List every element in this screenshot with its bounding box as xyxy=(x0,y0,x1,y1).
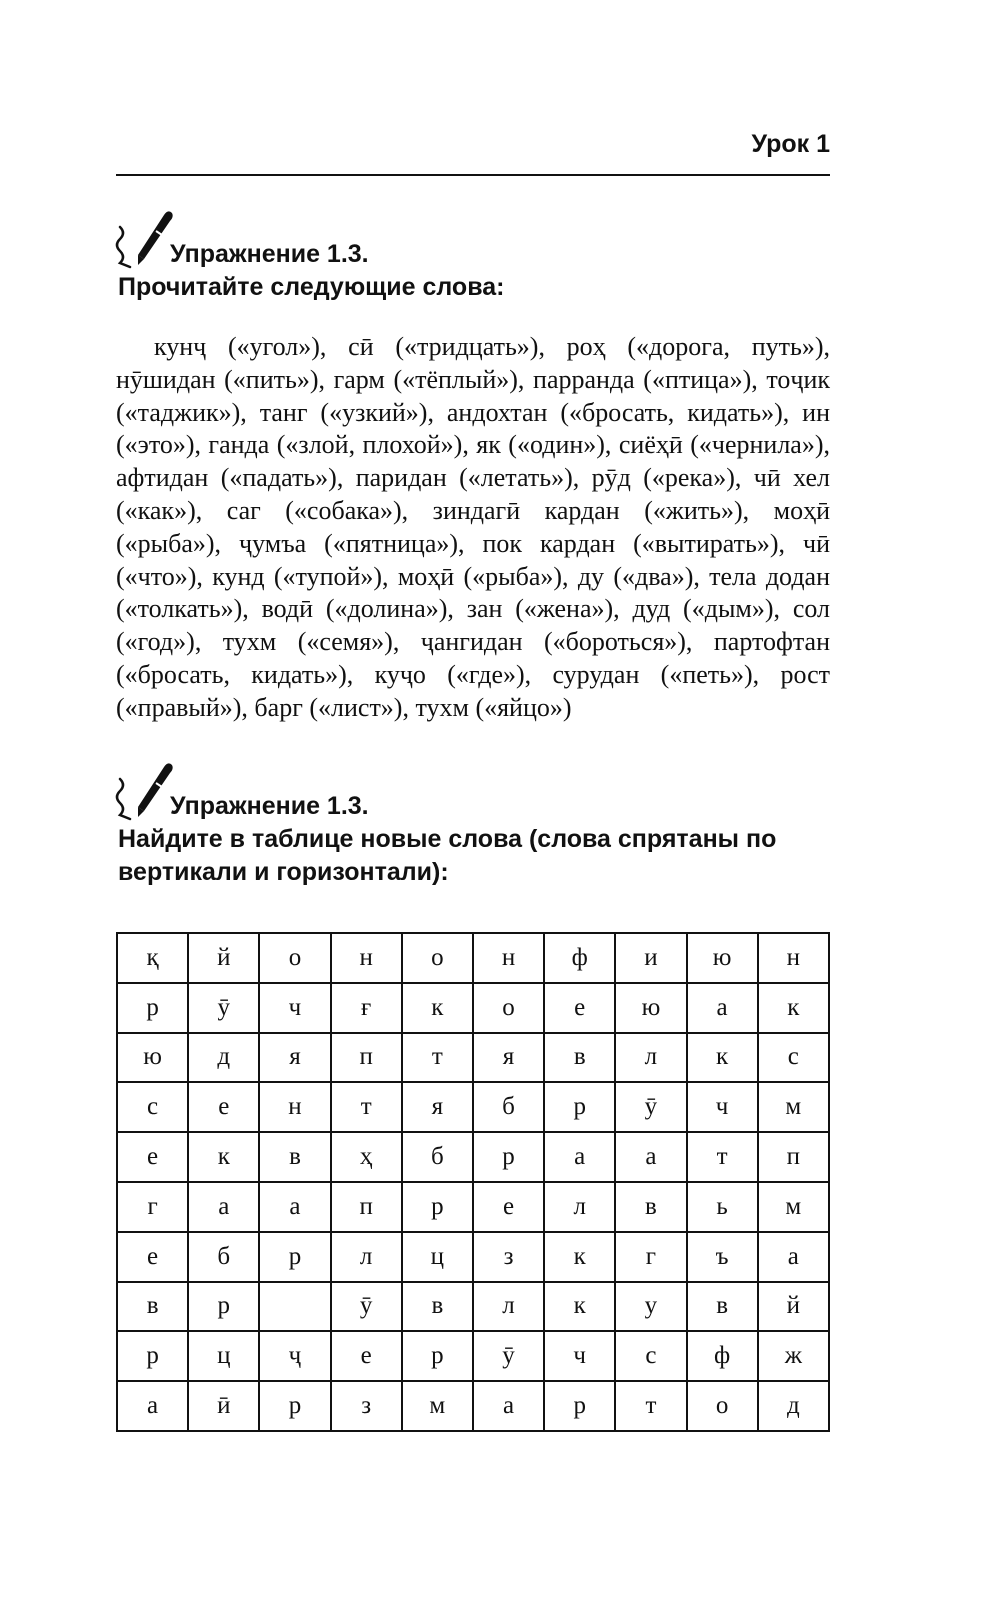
grid-cell: о xyxy=(687,1381,758,1431)
grid-cell: р xyxy=(259,1232,330,1282)
grid-cell: я xyxy=(259,1033,330,1083)
grid-cell: е xyxy=(544,983,615,1033)
grid-cell: р xyxy=(117,983,188,1033)
grid-row xyxy=(117,1132,829,1182)
grid-cell xyxy=(259,1282,330,1332)
grid-cell: в xyxy=(687,1282,758,1332)
grid-row xyxy=(117,983,829,1033)
grid-row xyxy=(117,1033,829,1083)
grid-cell: б xyxy=(402,1132,473,1182)
lesson-title: Урок 1 xyxy=(751,130,830,158)
grid-cell: в xyxy=(544,1033,615,1083)
grid-cell: л xyxy=(331,1232,402,1282)
exercise-1-word-list: кунҷ («угол»), сӣ («тридцать»), роҳ («дорога, путь»), нӯшидан («пить»), гарм («тёплый»), парранда («птица»), тоҷик («таджик»), танг («узкий»), андохтан («бросать, кидать»), ин («это»), ганда («злой, плохой»), як («один»), сиёҳӣ («чернила»), афтидан («падать»), паридан («летать»), рӯд («река»), чӣ хел («как»), саг («собака»), зиндагӣ кардан («жить»), моҳӣ («рыба»), ҷумъа («пятница»), пок кардан («вытирать»), чӣ («что»), кунд («тупой»), моҳӣ («рыба»), ду («два»), тела додан («толкать»), водӣ («долина»), зан («жена»), дуд («дым»), сол («год»), тухм («семя»), ҷангидан («бороться»), партофтан («бросать, кидать»), куҷо («где»), сурудан («петь»), рост («правый»), барг («лист»), тухм («яйцо») xyxy=(116,332,830,722)
grid-cell: ч xyxy=(259,983,330,1033)
grid-cell: р xyxy=(473,1132,544,1182)
grid-cell: а xyxy=(758,1232,829,1282)
grid-cell: в xyxy=(615,1182,686,1232)
grid-cell: ь xyxy=(687,1182,758,1232)
grid-cell: к xyxy=(758,983,829,1033)
grid-cell: р xyxy=(544,1381,615,1431)
grid-cell: ч xyxy=(687,1082,758,1132)
grid-cell: ъ xyxy=(687,1232,758,1282)
grid-cell: р xyxy=(402,1331,473,1381)
grid-cell: ц xyxy=(188,1331,259,1381)
grid-cell: й xyxy=(188,933,259,983)
grid-cell: й xyxy=(758,1282,829,1332)
grid-cell: с xyxy=(758,1033,829,1083)
grid-cell: п xyxy=(758,1132,829,1182)
grid-cell: ӯ xyxy=(331,1282,402,1332)
grid-cell: л xyxy=(473,1282,544,1332)
grid-cell: з xyxy=(473,1232,544,1282)
grid-cell: б xyxy=(473,1082,544,1132)
grid-cell: с xyxy=(615,1331,686,1381)
grid-cell: п xyxy=(331,1182,402,1232)
grid-cell: ӣ xyxy=(188,1381,259,1431)
grid-cell: е xyxy=(117,1232,188,1282)
grid-cell: ф xyxy=(687,1331,758,1381)
grid-cell: ӯ xyxy=(188,983,259,1033)
grid-cell: м xyxy=(402,1381,473,1431)
grid-cell: ю xyxy=(615,983,686,1033)
grid-cell: а xyxy=(687,983,758,1033)
grid-row xyxy=(117,1232,829,1282)
grid-cell: а xyxy=(188,1182,259,1232)
exercise-2-number: Упражнение 1.3. xyxy=(170,792,369,820)
grid-cell: к xyxy=(544,1232,615,1282)
grid-row xyxy=(117,1331,829,1381)
grid-cell: б xyxy=(188,1232,259,1282)
grid-row xyxy=(117,1182,829,1232)
exercise-1-heading xyxy=(118,238,830,304)
grid-cell: н xyxy=(758,933,829,983)
grid-cell: г xyxy=(615,1232,686,1282)
grid-cell: к xyxy=(687,1033,758,1083)
grid-cell: д xyxy=(758,1381,829,1431)
grid-cell: н xyxy=(473,933,544,983)
grid-cell: г xyxy=(117,1182,188,1232)
grid-cell: а xyxy=(117,1381,188,1431)
grid-cell: в xyxy=(402,1282,473,1332)
grid-cell: ч xyxy=(544,1331,615,1381)
grid-cell: в xyxy=(259,1132,330,1182)
grid-row xyxy=(117,1082,829,1132)
grid-cell: ӯ xyxy=(473,1331,544,1381)
grid-cell: а xyxy=(615,1132,686,1182)
grid-cell: о xyxy=(473,983,544,1033)
grid-cell: қ xyxy=(117,933,188,983)
grid-cell: к xyxy=(188,1132,259,1182)
grid-cell: е xyxy=(331,1331,402,1381)
grid-cell: и xyxy=(615,933,686,983)
grid-cell: а xyxy=(473,1381,544,1431)
grid-cell: н xyxy=(331,933,402,983)
grid-row xyxy=(117,1381,829,1431)
grid-cell: о xyxy=(402,933,473,983)
grid-cell: р xyxy=(188,1282,259,1332)
grid-cell: т xyxy=(687,1132,758,1182)
grid-cell: з xyxy=(331,1381,402,1431)
grid-cell: ф xyxy=(544,933,615,983)
grid-cell: л xyxy=(544,1182,615,1232)
grid-cell: р xyxy=(259,1381,330,1431)
grid-cell: в xyxy=(117,1282,188,1332)
grid-cell: р xyxy=(117,1331,188,1381)
grid-cell: я xyxy=(402,1082,473,1132)
grid-cell: м xyxy=(758,1182,829,1232)
grid-cell: т xyxy=(402,1033,473,1083)
grid-cell: к xyxy=(402,983,473,1033)
grid-cell: я xyxy=(473,1033,544,1083)
grid-cell: е xyxy=(117,1132,188,1182)
grid-cell: ц xyxy=(402,1232,473,1282)
grid-cell: к xyxy=(544,1282,615,1332)
grid-cell: ю xyxy=(687,933,758,983)
grid-cell: а xyxy=(259,1182,330,1232)
grid-cell: н xyxy=(259,1082,330,1132)
exercise-1-instruction: Прочитайте следующие слова: xyxy=(118,273,505,301)
grid-cell: ж xyxy=(758,1331,829,1381)
grid-row xyxy=(117,1282,829,1332)
grid-cell: о xyxy=(259,933,330,983)
exercise-2-instruction: Найдите в таблице новые слова (слова спрятаны по вертикали и горизонтали): xyxy=(118,825,777,886)
grid-cell: с xyxy=(117,1082,188,1132)
grid-cell: р xyxy=(402,1182,473,1232)
header-divider xyxy=(116,174,830,176)
grid-cell: т xyxy=(615,1381,686,1431)
grid-cell: е xyxy=(473,1182,544,1232)
grid-cell: р xyxy=(544,1082,615,1132)
grid-cell: у xyxy=(615,1282,686,1332)
grid-cell: ю xyxy=(117,1033,188,1083)
exercise-2-heading xyxy=(118,790,830,889)
grid-cell: а xyxy=(544,1132,615,1182)
exercise-1-number: Упражнение 1.3. xyxy=(170,240,369,268)
grid-cell: л xyxy=(615,1033,686,1083)
grid-cell: т xyxy=(331,1082,402,1132)
grid-cell: д xyxy=(188,1033,259,1083)
grid-cell: ӯ xyxy=(615,1082,686,1132)
grid-cell: ҷ xyxy=(259,1331,330,1381)
grid-cell: ғ xyxy=(331,983,402,1033)
grid-row xyxy=(117,933,829,983)
grid-cell: ҳ xyxy=(331,1132,402,1182)
grid-cell: п xyxy=(331,1033,402,1083)
grid-cell: е xyxy=(188,1082,259,1132)
grid-cell: м xyxy=(758,1082,829,1132)
word-search-grid xyxy=(116,932,830,1432)
